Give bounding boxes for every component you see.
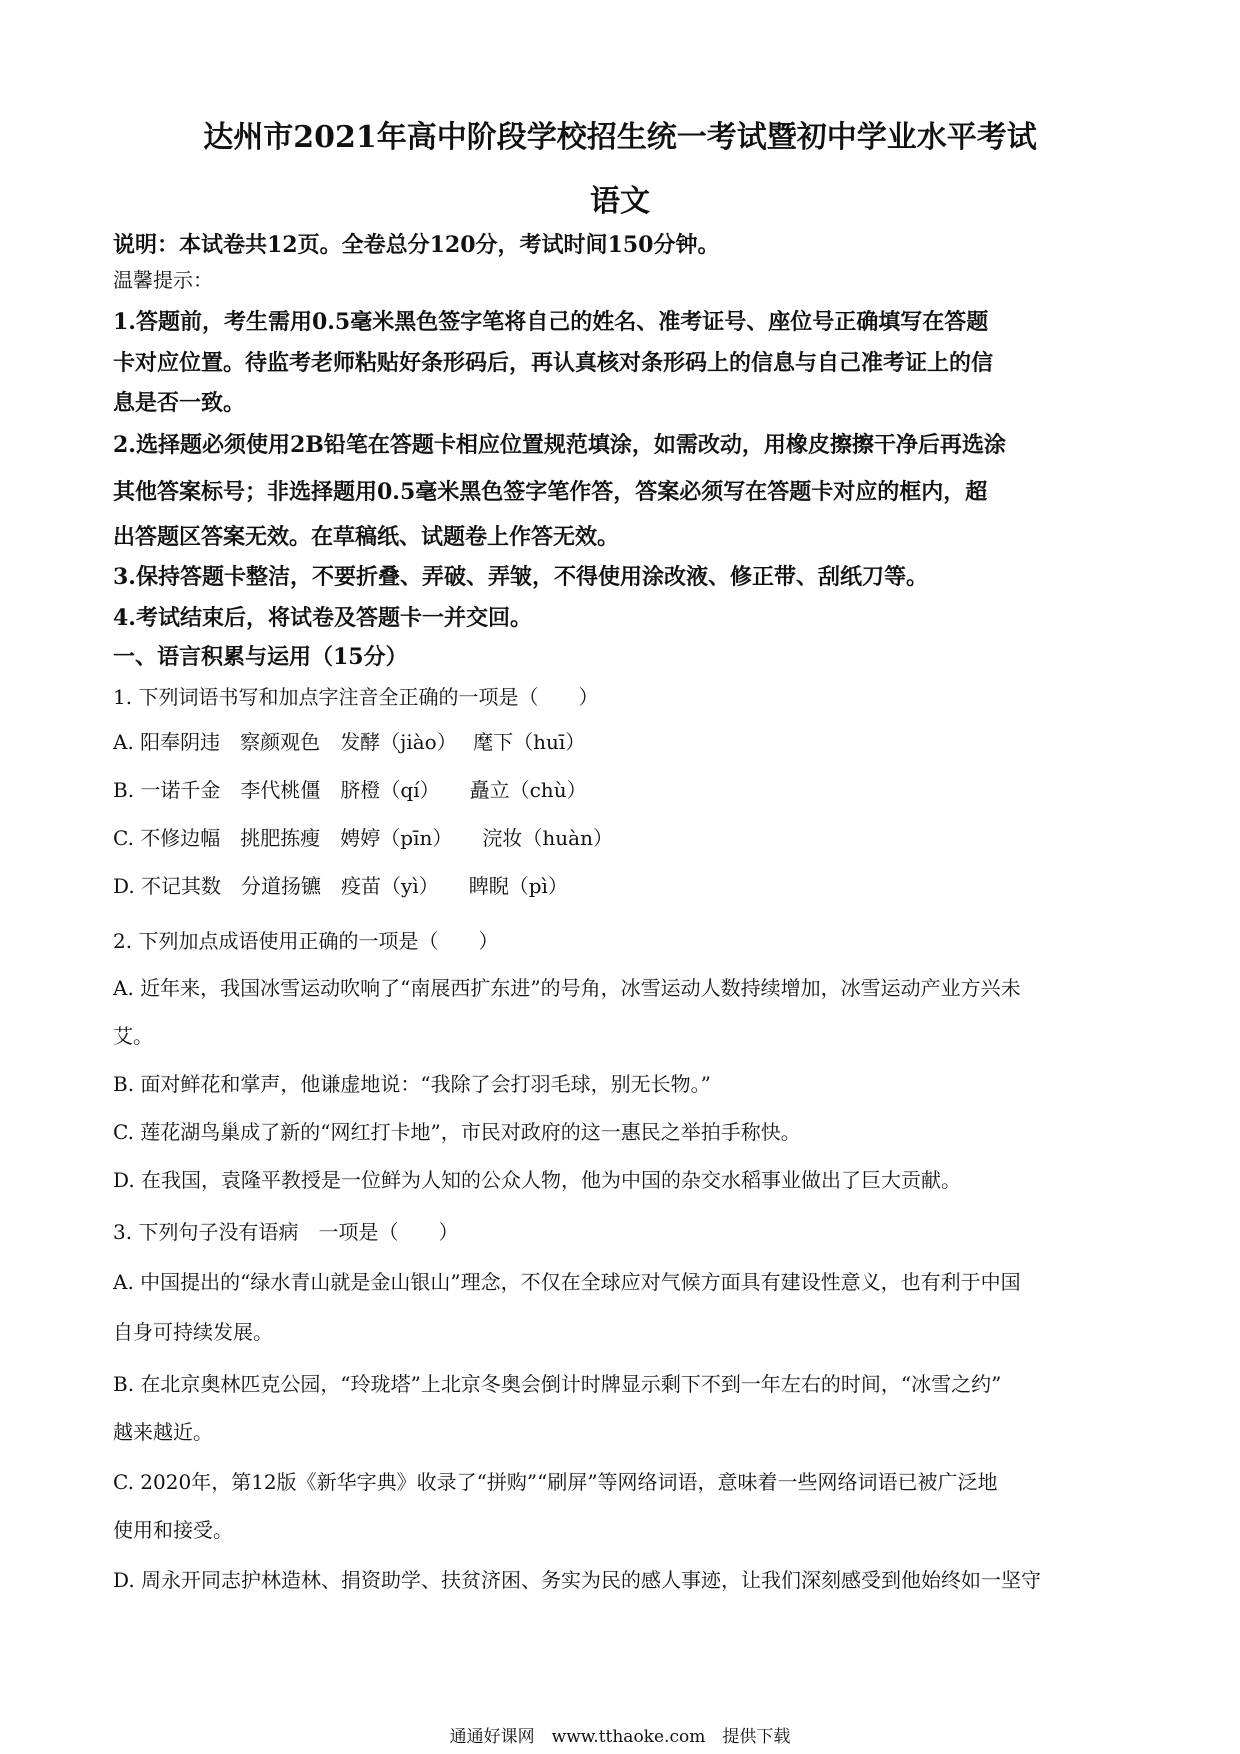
q2-option-c: C. 莲花湖鸟巢成了新的“网红打卡地”，市民对政府的这一惠民之举拍手称快。 [113, 1120, 801, 1144]
section-heading: 一、语言积累与运用（15分） [113, 644, 408, 670]
q3-option-c-line2: 使用和接受。 [113, 1518, 233, 1542]
tip2-line2: 其他答案标号；非选择题用0.5毫米黑色签字笔作答，答案必须写在答题卡对应的框内，超 [113, 479, 988, 505]
q3-option-a-line2: 自身可持续发展。 [113, 1320, 273, 1344]
page-footer: 通通好课网 www.tthaoke.com 提供下载 [449, 1727, 791, 1747]
q2-option-a-line2: 艾。 [113, 1024, 153, 1048]
q1-option-a: A. 阳奉阴违 察颜观色 发酵（jiào） 麾下（huī） [113, 730, 586, 754]
q3-option-d-line1: D. 周永开同志护林造林、捐资助学、扶贫济困、务实为民的感人事迹，让我们深刻感受到他始终如一坚守 [113, 1568, 1042, 1592]
q3-option-a-line1: A. 中国提出的“绿水青山就是金山银山”理念，不仅在全球应对气候方面具有建设性意义，也有利于中国 [113, 1270, 1021, 1294]
q2-option-b: B. 面对鲜花和掌声，他谦虚地说：“我除了会打羽毛球，别无长物。” [113, 1072, 711, 1096]
q1-option-d: D. 不记其数 分道扬镳 疫苗（yì） 睥睨（pì） [113, 874, 568, 898]
tip1-line2: 卡对应位置。待监考老师粘贴好条形码后，再认真核对条形码上的信息与自己准考证上的信 [113, 350, 994, 376]
tip2-line1: 2.选择题必须使用2B铅笔在答题卡相应位置规范填涂，如需改动，用橡皮擦擦干净后再选涂 [113, 432, 1006, 458]
explain-note: 说明：本试卷共12页。全卷总分120分，考试时间150分钟。 [113, 232, 720, 258]
subject-title: 语文 [590, 184, 650, 219]
exam-title: 达州市2021年高中阶段学校招生统一考试暨初中学业水平考试 [203, 120, 1037, 155]
q3-option-c-line1: C. 2020年，第12版《新华字典》收录了“拼购”“刷屏”等网络词语，意味着一些网络词语已被广泛地 [113, 1470, 998, 1494]
q3-stem: 3. 下列句子没有语病 一项是（ ） [113, 1220, 459, 1244]
q1-stem: 1. 下列词语书写和加点字注音全正确的一项是（ ） [113, 685, 599, 709]
q2-option-d: D. 在我国，袁隆平教授是一位鲜为人知的公众人物，他为中国的杂交水稻事业做出了巨大贡献。 [113, 1168, 962, 1192]
q2-option-a-line1: A. 近年来，我国冰雪运动吹响了“南展西扩东进”的号角，冰雪运动人数持续增加，冰雪运动产业方兴未 [113, 976, 1021, 1000]
tips-label: 温馨提示： [113, 268, 213, 292]
tip3: 3.保持答题卡整洁，不要折叠、弄破、弄皱，不得使用涂改液、修正带、刮纸刀等。 [113, 564, 928, 590]
tip2-line3: 出答题区答案无效。在草稿纸、试题卷上作答无效。 [113, 524, 620, 550]
q1-option-c: C. 不修边幅 挑肥拣瘦 娉婷（pīn） 浣妆（huàn） [113, 826, 613, 850]
q3-option-b-line1: B. 在北京奥林匹克公园，“玲珑塔”上北京冬奥会倒计时牌显示剩下不到一年左右的时间，“冰雪之约” [113, 1372, 1002, 1396]
tip1-line1: 1.答题前，考生需用0.5毫米黑色签字笔将自己的姓名、准考证号、座位号正确填写在答题 [113, 309, 989, 335]
q3-option-b-line2: 越来越近。 [113, 1420, 213, 1444]
q2-stem: 2. 下列加点成语使用正确的一项是（ ） [113, 929, 499, 953]
tip4: 4.考试结束后，将试卷及答题卡一并交回。 [113, 605, 532, 631]
tip1-line3: 息是否一致。 [113, 390, 246, 416]
q1-option-b: B. 一诺千金 李代桃僵 脐橙（qí） 矗立（chù） [113, 778, 587, 802]
